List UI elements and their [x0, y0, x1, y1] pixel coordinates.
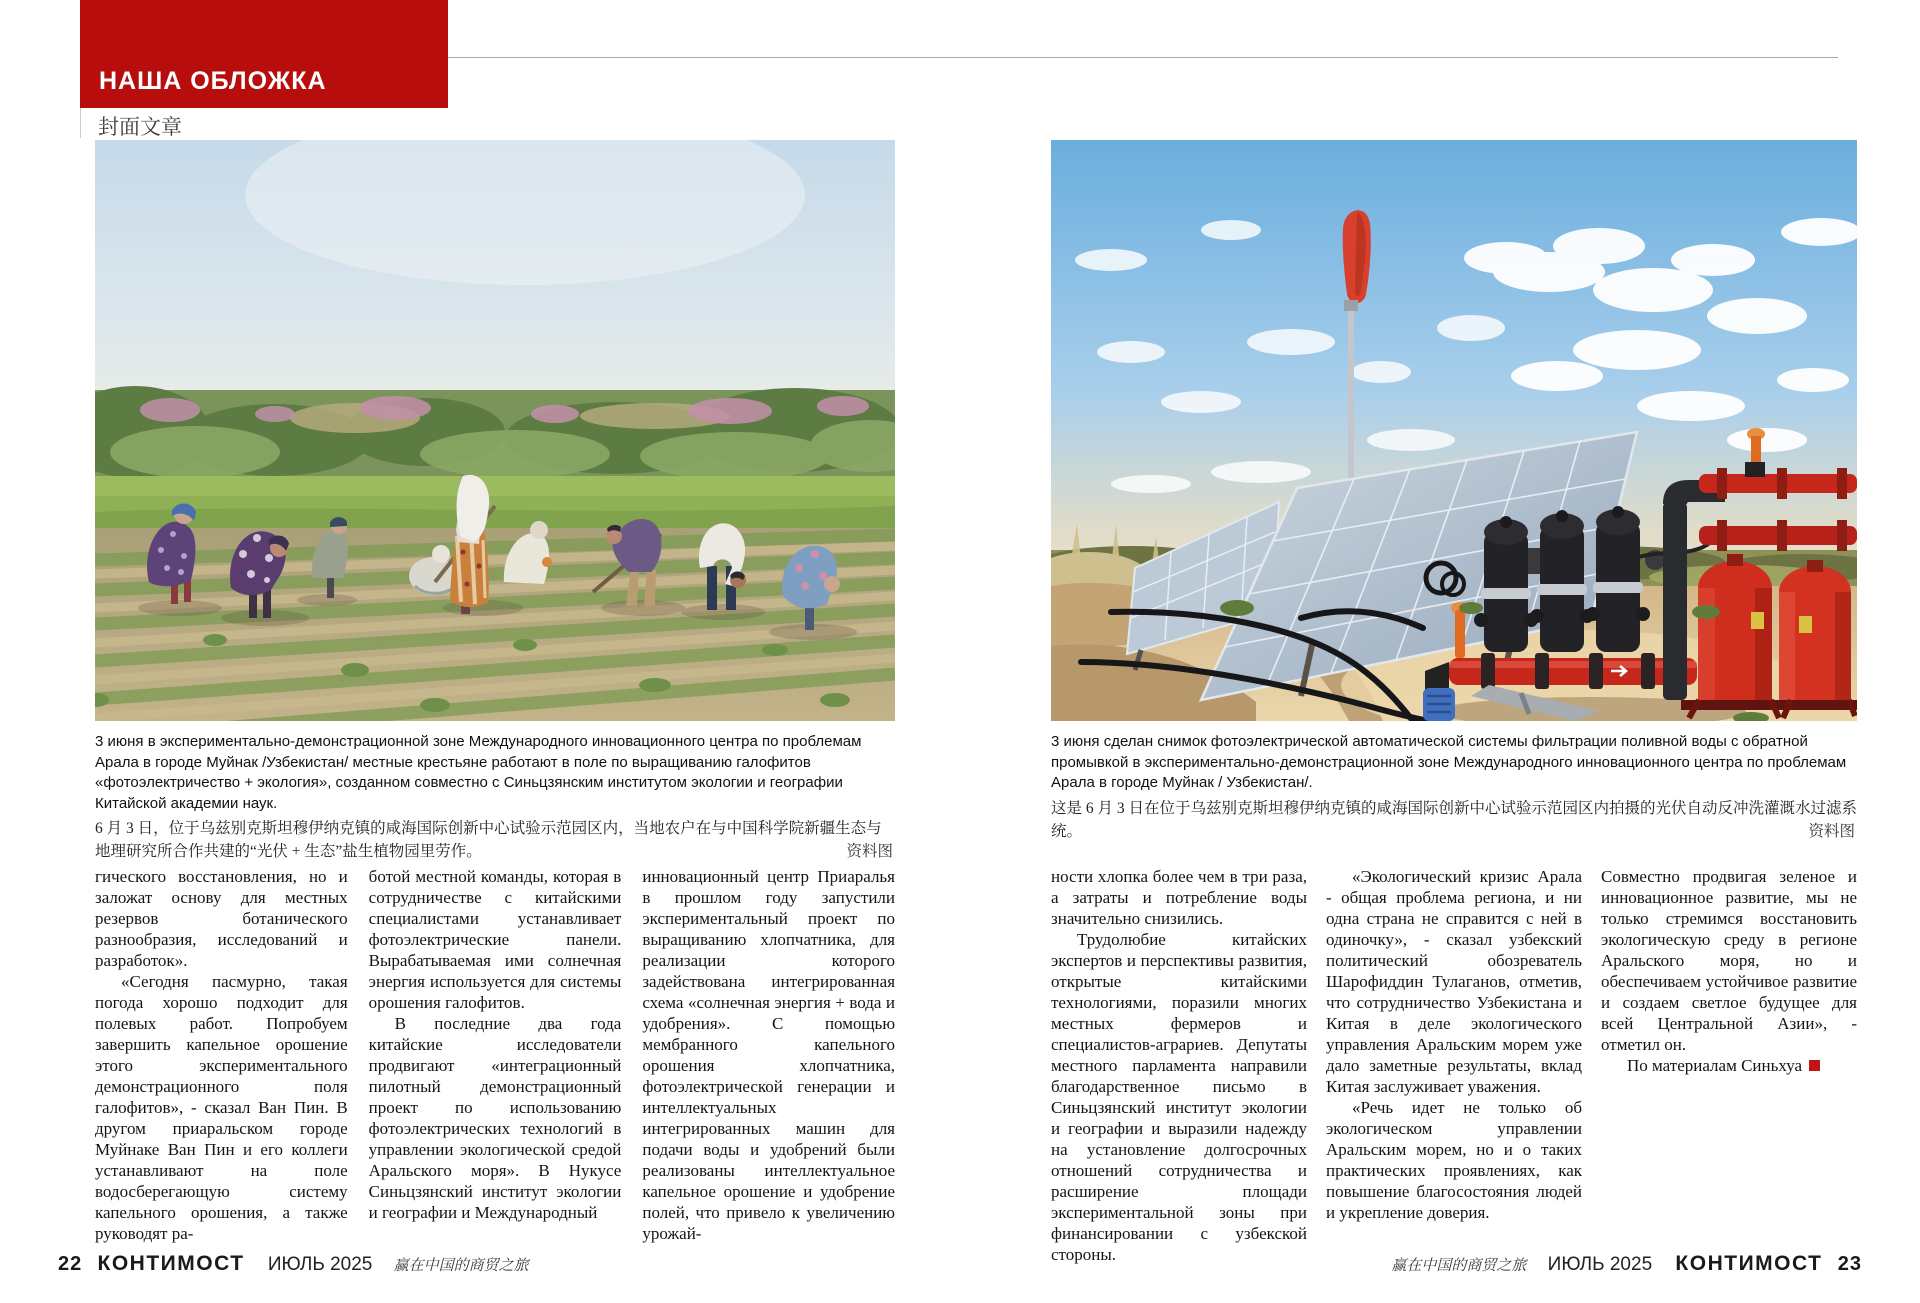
right-page-columns — [1051, 866, 1857, 1265]
header-tick — [80, 108, 81, 138]
right-photo-credit: 资料图 — [1808, 822, 1855, 840]
disc-filters — [1474, 506, 1650, 652]
article-paragraph: гического восстановления, но и заложат основу для местных резервов ботанического разнообразия, исследований и разработок». — [95, 867, 348, 970]
right-caption-ru: 3 июня сделан снимок фотоэлектрической автоматической системы фильтрации поливной воды с обратной промывкой в экспериментально-демонстрационной зоне Международного инновационного центра по проблемам Арала в городе Муйнак / Узбекистан/. — [1051, 733, 1847, 791]
issue-date: ИЮЛЬ 2025 — [267, 1254, 373, 1275]
left-caption-ru: 3 июня в экспериментально-демонстрационной зоне Международного инновационного центра по проблемам Арала в городе Муйнак /Узбекистан/ местные крестьяне работают в поле по выращиванию галофитов «фотоэлектричество + экология», созданном совместно с Синьцзянским институтом экологии и географии Китайской академии наук. — [95, 733, 862, 812]
right-column-3 — [1601, 866, 1857, 1265]
right-caption-cn: 这是 6 月 3 日在位于乌兹别克斯坦穆伊纳克镇的咸海国际创新中心试验示范园区内拍摄的光伏自动反冲洗灌溉水过滤系统。 资料图 — [1051, 797, 1857, 843]
field-photo-illustration — [95, 140, 895, 721]
right-page-number: 23 — [1837, 1253, 1862, 1275]
right-photo-caption — [1051, 732, 1857, 843]
article-signature: По материалам Синьхуа — [1601, 1055, 1857, 1076]
article-paragraph: инновационный центр Приаралья в прошлом году запустили экспериментальный проект по выращиванию хлопчатника, для реализации которого задействована интегрированная схема «солнечная энергия + вода и удобрения». С помощью мембранного капельного орошения хлопчатника, фотоэлектрической генерации и интеллектуальных интегрированных машин для подачи воды и удобрений были реализованы интеллектуальное капельное орошение и удобрение полей, что привело к увеличению урожай- — [642, 867, 896, 1243]
left-page-columns — [95, 866, 895, 1244]
article-paragraph: В последние два года китайские исследователи продвигают «интеграционный пилотный демонстрационный проект по использованию фотоэлектрических технологий в управлении экологической средой Аральского моря». В Нукусе Синьцзянский институт экологии и географии и Международный — [368, 1014, 622, 1222]
magazine-name: КОНТИМОСТ — [1675, 1252, 1823, 1275]
right-column-2 — [1326, 866, 1582, 1265]
left-caption-cn: 6 月 3 日，位于乌兹别克斯坦穆伊纳克镇的咸海国际创新中心试验示范园区内，当地农户在与中国科学院新疆生态与地理研究所合作共建的“光伏 + 生态”盐生植物园里劳作。 资料图 — [95, 817, 895, 863]
solar-photo-illustration — [1051, 140, 1857, 721]
slogan-cn: 赢在中国的商贸之旅 — [1391, 1258, 1527, 1274]
left-photo-credit: 资料图 — [846, 843, 893, 860]
field-workers-photo — [95, 140, 895, 721]
end-of-article-mark — [1809, 1060, 1820, 1071]
right-column-1 — [1051, 866, 1307, 1265]
section-banner — [80, 0, 448, 108]
left-column-1 — [95, 866, 348, 1244]
magazine-name: КОНТИМОСТ — [97, 1252, 245, 1275]
article-paragraph: «Речь идет не только об экологическом управлении Аральским морем, но и о таких практических проявлениях, как повышение благосостояния людей и укрепление доверия. — [1326, 1098, 1582, 1222]
section-title-cn: 封面文章 — [98, 116, 182, 139]
article-paragraph: ности хлопка более чем в три раза, а затраты и потребление воды значительно снизились. — [1051, 867, 1307, 928]
article-paragraph: «Сегодня пасмурно, такая погода хорошо подходит для полевых работ. Попробуем завершить капельное орошение этого экспериментального демонстрационного поля галофитов», - сказал Ван Пин. В другом приаральском городе Муйнаке Ван Пин и его коллеги устанавливают на поле водосберегающую систему капельного орошения, а также руководят ра- — [95, 972, 348, 1243]
slogan-cn: 赢在中国的商贸之旅 — [393, 1258, 529, 1274]
issue-date: ИЮЛЬ 2025 — [1547, 1254, 1653, 1275]
left-column-2 — [369, 866, 622, 1244]
section-title-ru: НАША ОБЛОЖКА — [99, 67, 327, 95]
header-rule — [448, 57, 1838, 58]
article-paragraph: Совместно продвигая зеленое и инновационное развитие, мы не только стремимся восстановить экологическую среду в регионе Аральского моря, но и обеспечиваем устойчивое развитие и создаем светлое будущее для всей Центральной Азии», - отметил он. — [1601, 867, 1857, 1054]
article-paragraph: «Экологический кризис Арала - общая проблема региона, и ни одна страна не справится с ней в одиночку», - сказал узбекский политический обозреватель Шарофиддин Тулаганов, отметив, что сотрудничество Узбекистана и Китая в деле экологического управления Аральским морем уже дало заметные результаты, вклад Китая заслуживает уважения. — [1326, 867, 1582, 1096]
left-page-number: 22 — [58, 1253, 83, 1275]
article-paragraph: Трудолюбие китайских экспертов и перспективы развития, открытые китайскими технологиями, поразили многих местных фермеров и специалистов-аграриев. Депутаты местного парламента направили благодарственное письмо в Синьцзянский институт экологии и географии и выразили надежду на установление долгосрочных отношений сотрудничества и расширение площади экспериментальной зоны при финансировании с узбекской стороны. — [1051, 930, 1307, 1264]
left-photo-caption — [95, 732, 895, 863]
right-page-footer — [1383, 1252, 1862, 1276]
left-page-footer — [58, 1252, 537, 1276]
solar-filtration-photo — [1051, 140, 1857, 721]
left-column-3 — [642, 866, 895, 1244]
article-paragraph: ботой местной команды, которая в сотрудничестве с китайскими специалистами устанавливает фотоэлектрические панели. Вырабатываемая ими солнечная энергия используется для системы орошения галофитов. — [368, 867, 622, 1012]
